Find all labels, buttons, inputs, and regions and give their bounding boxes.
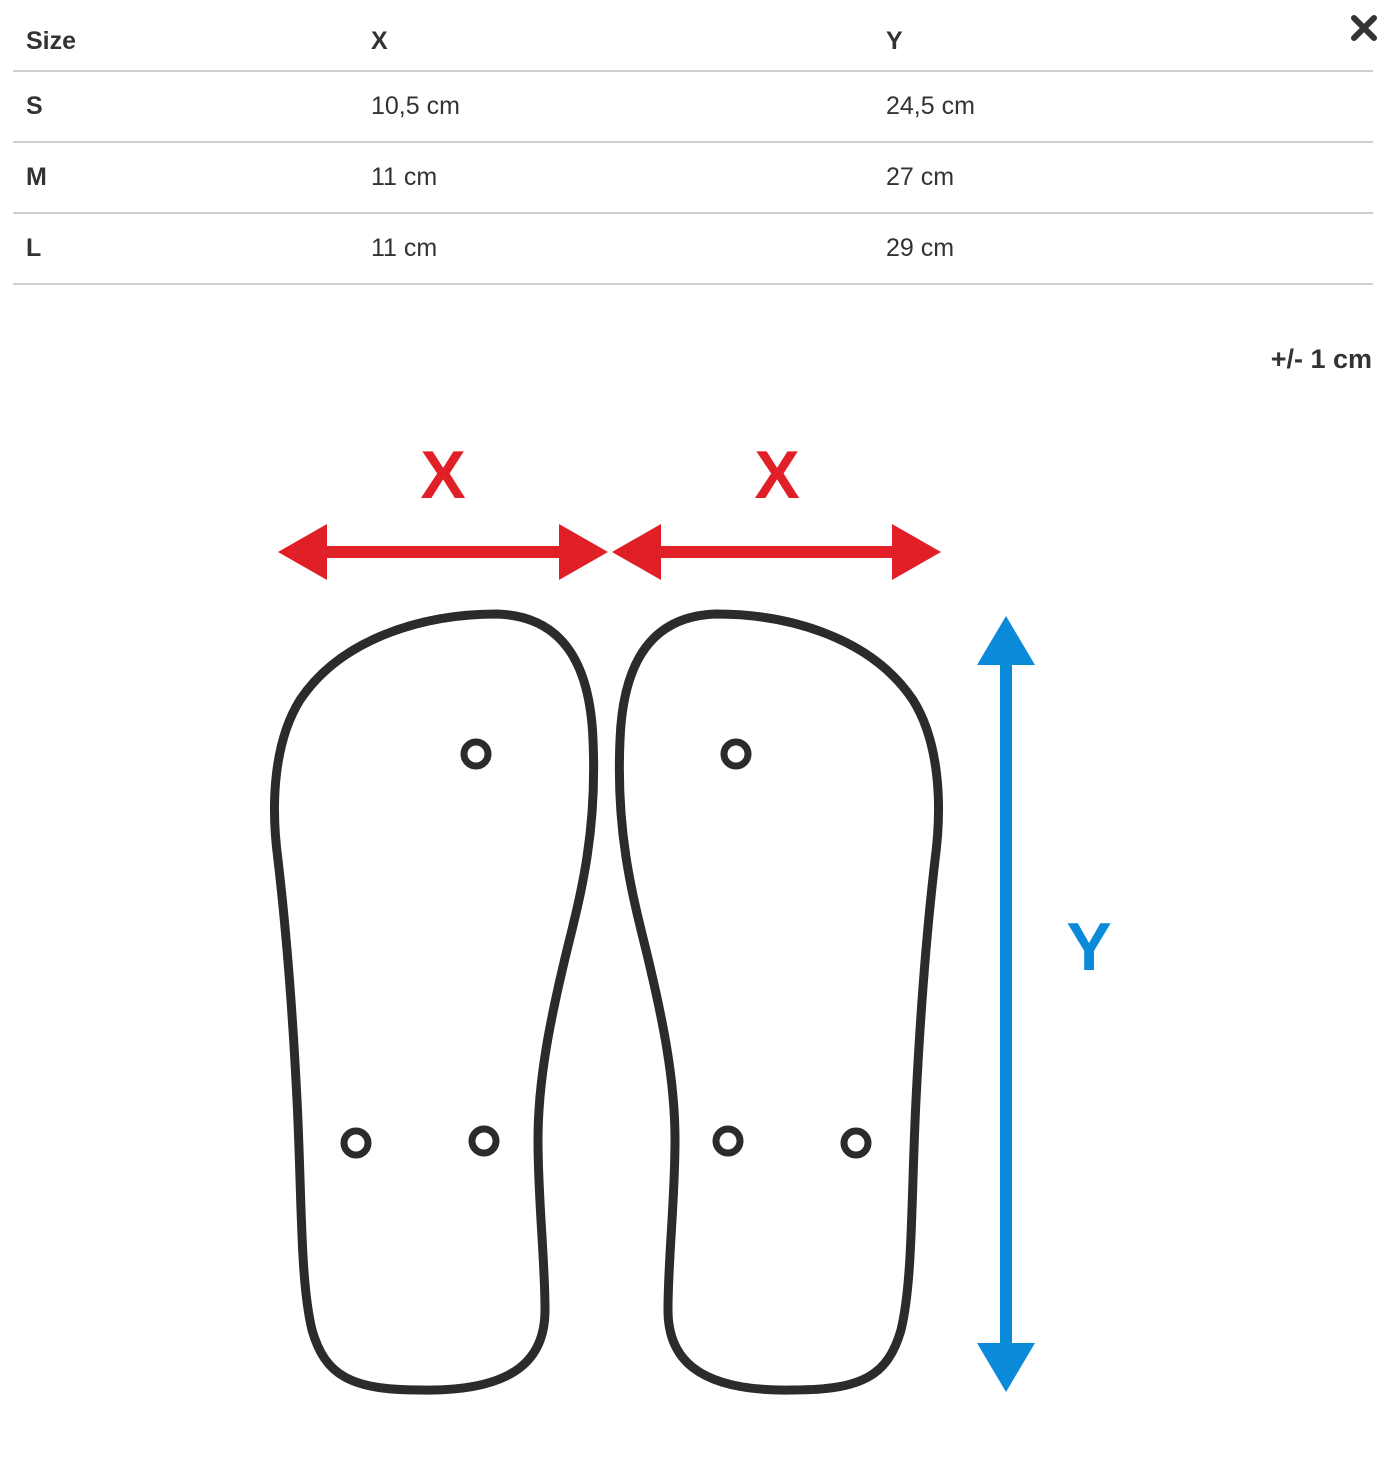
right-sole-holes	[716, 742, 868, 1155]
x-cell: 11 cm	[358, 142, 873, 213]
y-label: Y	[1066, 909, 1112, 985]
column-header-size: Size	[13, 12, 358, 71]
column-header-x: X	[358, 12, 873, 71]
size-cell: S	[13, 71, 358, 142]
hole-heel-inner-right	[716, 1129, 740, 1153]
column-header-y: Y	[873, 12, 1373, 71]
left-sole-holes	[344, 742, 496, 1155]
hole-heel-inner-left	[472, 1129, 496, 1153]
y-arrow	[977, 616, 1035, 1392]
y-cell: 24,5 cm	[873, 71, 1373, 142]
x-label-right: X	[754, 437, 800, 513]
hole-toe-right	[724, 742, 748, 766]
y-cell: 27 cm	[873, 142, 1373, 213]
size-cell: M	[13, 142, 358, 213]
x-label-left: X	[420, 437, 466, 513]
left-sole-outline	[274, 614, 593, 1390]
x-arrow-left	[278, 524, 608, 580]
x-cell: 11 cm	[358, 213, 873, 284]
hole-toe-left	[464, 742, 488, 766]
hole-heel-outer-left	[344, 1131, 368, 1155]
right-sole-outline	[619, 614, 938, 1390]
x-cell: 10,5 cm	[358, 71, 873, 142]
y-cell: 29 cm	[873, 213, 1373, 284]
tolerance-note: +/- 1 cm	[1270, 344, 1372, 374]
size-cell: L	[13, 213, 358, 284]
hole-heel-outer-right	[844, 1131, 868, 1155]
x-arrow-right	[612, 524, 941, 580]
